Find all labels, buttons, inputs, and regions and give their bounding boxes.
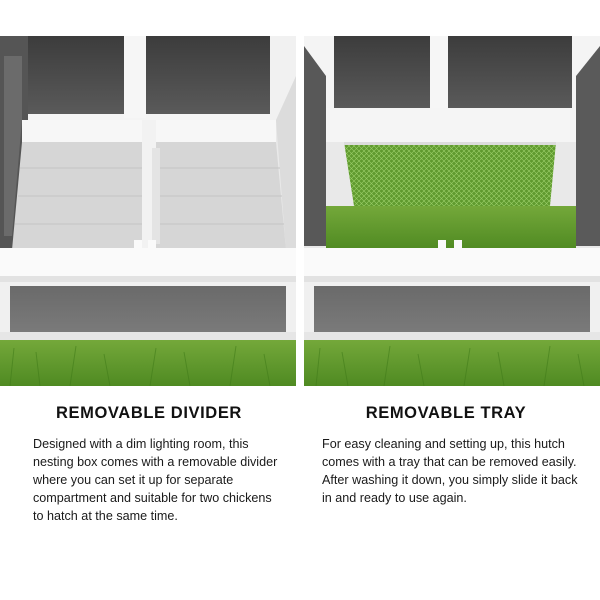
feature-removable-tray bbox=[322, 404, 600, 507]
feature-removable-divider bbox=[33, 404, 313, 525]
hutch-nesting-box-divider-photo bbox=[0, 36, 296, 386]
feature-description: Designed with a dim lighting room, this nesting box comes with a removable divider where you can set it up for separate compartment and suitable for two chickens to hatch at the same time. bbox=[33, 437, 278, 523]
feature-title: REMOVABLE DIVIDER bbox=[56, 404, 242, 422]
hutch-removable-tray-photo bbox=[304, 36, 600, 386]
feature-title: REMOVABLE TRAY bbox=[365, 404, 527, 422]
feature-description: For easy cleaning and setting up, this hutch comes with a tray that can be removed easily. After washing it down, you simply slide it back in and ready to use again. bbox=[322, 437, 578, 505]
